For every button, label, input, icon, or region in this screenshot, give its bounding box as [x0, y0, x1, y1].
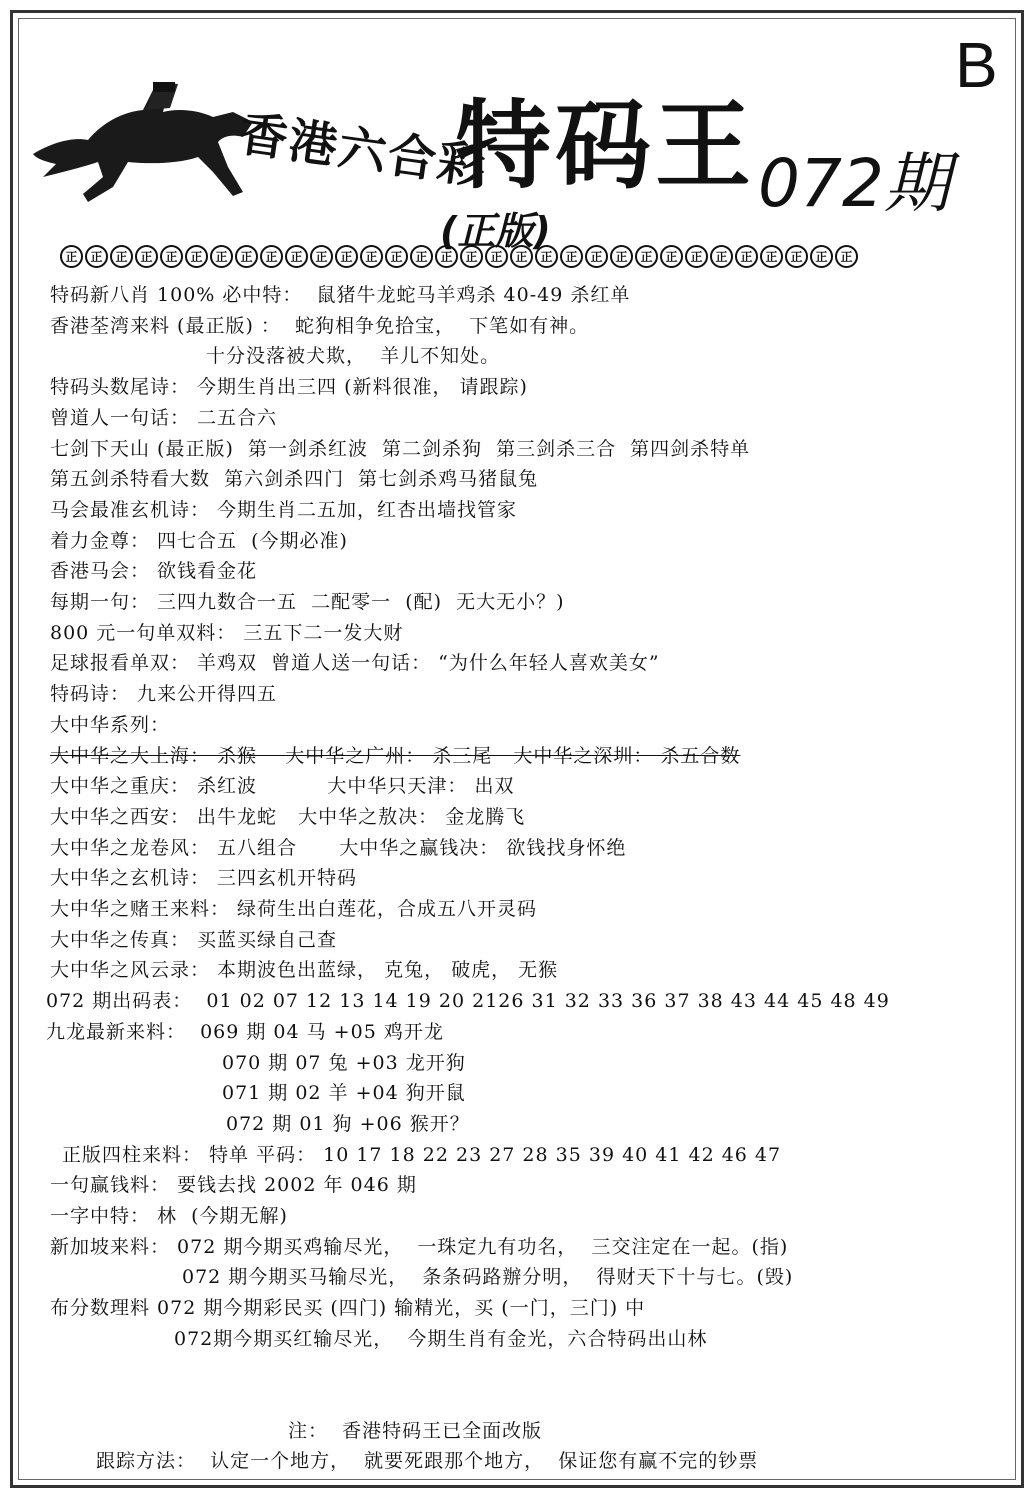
- badge-icon: 正: [210, 245, 233, 268]
- footer-tracking: 跟踪方法： 认定一个地方， 就要死跟那个地方， 保证您有赢不完的钞票: [96, 1450, 759, 1472]
- badge-icon: 正: [435, 245, 458, 268]
- content-line: 071 期 02 羊 +04 狗开鼠: [222, 1082, 466, 1105]
- content-line: 072 期 01 狗 +06 猴开？: [226, 1112, 470, 1135]
- content-line: 正版四柱来料： 特单 平码： 10 17 18 22 23 27 28 35 39 40 41 42 46 47: [62, 1143, 782, 1166]
- content-line: 每期一句： 三四九数合一五 二配零一 (配) 无大无小？): [50, 591, 565, 613]
- content-line: 七剑下天山 (最正版) 第一剑杀红波 第二剑杀狗 第三剑杀三合 第四剑杀特单: [50, 437, 751, 460]
- badge-icon: 正: [510, 245, 533, 268]
- badge-icon: 正: [260, 245, 283, 268]
- badge-icon: 正: [185, 245, 208, 268]
- publication-title: 特码王: [455, 90, 755, 202]
- badge-icon: 正: [385, 245, 408, 268]
- badge-icon: 正: [710, 245, 733, 268]
- footer-note: 注： 香港特码王已全面改版: [288, 1420, 543, 1442]
- badge-icon: 正: [735, 245, 758, 268]
- content-line: 大中华之玄机诗： 三四玄机开特码: [50, 867, 358, 890]
- badge-icon: 正: [785, 245, 808, 268]
- content-line: 大中华之大上海： 杀猴 大中华之广州： 杀三尾 大中华之深圳： 杀五合数: [50, 744, 741, 767]
- content-line: 九龙最新来料： 069 期 04 马 +05 鸡开龙: [46, 1020, 444, 1043]
- badge-icon: 正: [310, 245, 333, 268]
- badge-icon: 正: [160, 245, 183, 268]
- badge-icon: 正: [835, 245, 858, 268]
- page-letter: B: [955, 29, 998, 101]
- content-line: 第五剑杀特看大数 第六剑杀四门 第七剑杀鸡马猪鼠兔: [50, 468, 539, 491]
- badge-icon: 正: [135, 245, 158, 268]
- badge-icon: 正: [285, 245, 308, 268]
- content-line: 070 期 07 兔 +03 龙开狗: [222, 1051, 466, 1074]
- content-line: 香港荃湾来料 (最正版) ： 蛇狗相争免拾宝， 下笔如有神。: [50, 314, 590, 337]
- badge-icon: 正: [335, 245, 358, 268]
- badge-icon: 正: [60, 245, 83, 268]
- badge-icon: 正: [685, 245, 708, 268]
- content-line: 曾道人一句话： 二五合六: [50, 406, 278, 429]
- lottery-name: 香港六合彩: [235, 105, 492, 197]
- badge-row: [60, 245, 970, 273]
- badge-icon: 正: [585, 245, 608, 268]
- badge-icon: 正: [485, 245, 508, 268]
- badge-icon: 正: [460, 245, 483, 268]
- badge-icon: 正: [810, 245, 833, 268]
- content-line: 800 元一句单双料： 三五下二一发大财: [50, 621, 404, 644]
- badge-icon: 正: [235, 245, 258, 268]
- badge-icon: 正: [760, 245, 783, 268]
- edition-label: (正版): [440, 209, 551, 253]
- badge-icon: 正: [410, 245, 433, 268]
- badge-icon: 正: [635, 245, 658, 268]
- content-line: 特码诗： 九来公开得四五: [50, 683, 278, 706]
- badge-icon: 正: [360, 245, 383, 268]
- content-line: 大中华之赌王来料： 绿荷生出白莲花，合成五八开灵码: [50, 898, 538, 920]
- content-line: 布分数理料 072 期今期彩民买 (四门) 输精光，买 (一门，三门) 中: [50, 1297, 646, 1320]
- badge-icon: 正: [610, 245, 633, 268]
- content-line: 马会最准玄机诗： 今期生肖二五加，红杏出墙找管家: [50, 498, 518, 521]
- content-line: 大中华之重庆： 杀红波 大中华只天津： 出双: [50, 775, 515, 798]
- content-line: 大中华之西安： 出牛龙蛇 大中华之敖决： 金龙腾飞: [50, 805, 526, 828]
- content-line: 大中华之传真： 买蓝买绿自己查: [50, 928, 338, 951]
- content-line: 一句赢钱料： 要钱去找 2002 年 046 期: [50, 1174, 417, 1197]
- issue-number: 072期: [758, 145, 950, 222]
- content-line: 大中华系列：: [50, 713, 171, 736]
- content-line: 香港马会： 欲钱看金花: [50, 560, 258, 583]
- content-line: 072 期今期买马输尽光， 条条码路辦分明， 得财天下十与七。(毁): [182, 1266, 794, 1289]
- content-line: 特码新八肖 100% 必中特： 鼠猪牛龙蛇马羊鸡杀 40-49 杀红单: [50, 284, 631, 306]
- badge-icon: 正: [85, 245, 108, 268]
- content-line: 072期今期买红输尽光， 今期生肖有金光，六合特码出山林: [174, 1327, 708, 1350]
- badge-icon: 正: [535, 245, 558, 268]
- content-line: 大中华之龙卷风： 五八组合 大中华之赢钱决： 欲钱找身怀绝: [50, 836, 627, 859]
- content-line: 新加坡来料： 072 期今期买鸡输尽光， 一珠定九有功名， 三交注定在一起。(指): [50, 1235, 789, 1258]
- content-line: 着力金尊： 四七合五 (今期必准): [50, 529, 348, 552]
- content-line: 大中华之风云录： 本期波色出蓝绿， 克兔， 破虎， 无猴: [50, 959, 559, 982]
- badge-icon: 正: [560, 245, 583, 268]
- content-line: 一字中特： 林 (今期无解): [50, 1205, 288, 1227]
- horse-rider-icon: [28, 82, 268, 212]
- content-line: 072 期出码表： 01 02 07 12 13 14 19 20 2126 31 32 33 36 37 38 43 44 45 48 49: [46, 990, 890, 1013]
- content-line: 十分没落被犬欺， 羊儿不知处。: [206, 345, 501, 368]
- badge-icon: 正: [110, 245, 133, 268]
- content-line: 足球报看单双： 羊鸡双 曾道人送一句话： “为什么年轻人喜欢美女”: [50, 652, 660, 675]
- content-line: 特码头数尾诗： 今期生肖出三四 (新料很准， 请跟踪): [50, 376, 528, 399]
- badge-icon: 正: [660, 245, 683, 268]
